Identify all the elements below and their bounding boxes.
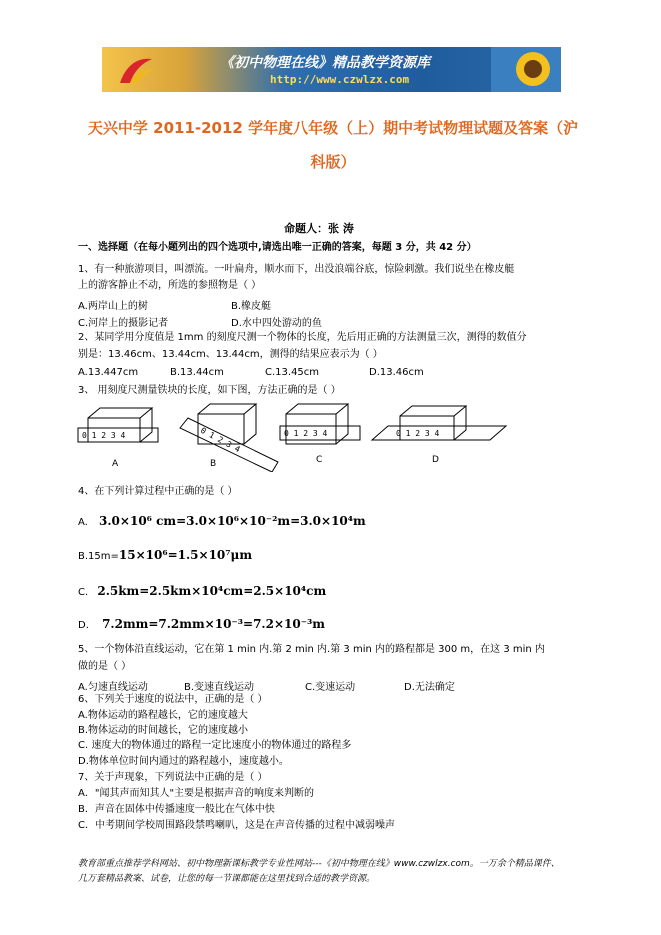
q2-stem-line1: 2、某同学用分度值是 1mm 的刻度尺测一个物体的长度，先后用正确的方法测量三次，测得的数值分: [78, 332, 527, 343]
q1-option-a: A.两岸山上的树: [78, 301, 148, 312]
q5-option-a: A.匀速直线运动: [78, 682, 148, 693]
banner-title: 《初中物理在线》精品教学资源库: [220, 55, 430, 71]
doc-title-line2: 科版）: [310, 153, 356, 171]
q4-option-d: [78, 617, 325, 631]
q4-option-a-formula: 3.0×10⁶ cm=3.0×10⁶×10⁻²m=3.0×10⁴m: [99, 514, 366, 528]
q4-option-d-prefix: D.: [78, 620, 89, 631]
q1-option-d: D.水中四处游动的鱼: [231, 318, 322, 329]
q6-option-b: B.物体运动的时间越长，它的速度越小: [78, 725, 249, 736]
ruler-diagram: [76, 400, 516, 472]
q1-stem-line1: 1、有一种旅游项目，叫漂流。一叶扁舟，顺水而下，出没浪端谷底，惊险刺激。我们说坐在橡皮艇: [78, 264, 515, 275]
svg-text:0 1 2 3 4: 0 1 2 3 4: [284, 429, 328, 438]
footer-line1: 教育部重点推荐学科网站、初中物理新课标教学专业性网站---《初中物理在线》www.czwlzx.com。一万余个精品课件、: [78, 859, 560, 869]
q2-option-c: C.13.45cm: [265, 367, 320, 378]
q2-option-b: B.13.44cm: [170, 367, 224, 378]
site-logo-icon: [116, 55, 156, 87]
banner-url[interactable]: http://www.czwlzx.com: [270, 73, 410, 86]
q1-option-b: B.橡皮艇: [231, 301, 272, 312]
q5-option-b: B.变速直线运动: [184, 682, 255, 693]
q6-stem: 6、下列关于速度的说法中，正确的是（ ）: [78, 694, 268, 705]
diagram-label-c: C: [316, 455, 323, 465]
q4-option-a: [78, 514, 366, 528]
q2-stem-line2: 别是：13.46cm、13.44cm、13.44cm，测得的结果应表示为（ ）: [78, 349, 383, 360]
q7-option-b: B．声音在固体中传播速度一般比在气体中快: [78, 804, 275, 815]
diagram-b: [180, 404, 278, 472]
q2-option-d: D.13.46cm: [369, 367, 424, 378]
q5-option-d: D.无法确定: [404, 682, 455, 693]
q4-option-c: [78, 584, 326, 598]
site-banner: [102, 47, 561, 92]
q4-option-b-formula: 15×10⁶=1.5×10⁷μm: [118, 548, 253, 562]
q2-option-a: A.13.447cm: [78, 367, 139, 378]
diagram-label-b: B: [210, 459, 217, 469]
q4-option-d-formula: 7.2mm=7.2mm×10⁻³=7.2×10⁻³m: [102, 617, 325, 631]
sunflower-icon: [491, 47, 561, 92]
diagram-c: [280, 404, 360, 444]
q6-option-d: D.物体单位时间内通过的路程越小，速度越小。: [78, 756, 289, 767]
q5-stem-line2: 做的是（ ）: [78, 661, 132, 672]
q5-option-c: C.变速运动: [305, 682, 356, 693]
q6-option-a: A.物体运动的路程越长，它的速度越大: [78, 710, 248, 721]
q4-option-a-prefix: A.: [78, 517, 88, 528]
q6-option-c: C. 速度大的物体通过的路程一定比速度小的物体通过的路程多: [78, 740, 352, 751]
q4-option-c-prefix: C.: [78, 587, 89, 598]
q3-stem: 3、 用刻度尺测量铁块的长度，如下图，方法正确的是（ ）: [78, 385, 341, 396]
q1-option-c: C.河岸上的摄影记者: [78, 318, 169, 329]
svg-text:0 1 2 3 4: 0 1 2 3 4: [82, 431, 126, 440]
svg-text:0 1 2 3 4: 0 1 2 3 4: [396, 429, 440, 438]
section-heading: 一、选择题（在每小题列出的四个选项中,请选出唯一正确的答案，每题 3 分，共 42 分）: [78, 242, 477, 253]
doc-title-line1: 天兴中学 2011-2012 学年度八年级（上）期中考试物理试题及答案（沪: [87, 119, 579, 137]
svg-text:0 1 2 3 4: 0 1 2 3 4: [199, 425, 242, 455]
q4-option-b: [78, 548, 252, 562]
q4-stem: 4、在下列计算过程中正确的是（ ）: [78, 486, 238, 497]
q7-stem: 7、关于声现象，下列说法中正确的是（ ）: [78, 772, 268, 783]
q1-stem-line2: 上的游客静止不动，所选的参照物是（ ）: [78, 280, 262, 291]
q4-option-c-formula: 2.5km=2.5km×10⁴cm=2.5×10⁴cm: [97, 584, 327, 598]
diagram-label-a: A: [112, 459, 119, 469]
footer-line2: 几万套精品教案、试卷，让您的每一节课都能在这里找到合适的教学资源。: [78, 874, 376, 884]
q4-option-b-prefix: B.15m=: [78, 551, 119, 562]
q7-option-c: C．中考期间学校周围路段禁鸣喇叭，这是在声音传播的过程中减弱噪声: [78, 820, 395, 831]
author-line: 命题人：张 涛: [284, 222, 354, 235]
diagram-label-d: D: [432, 455, 439, 465]
q7-option-a: A．"闻其声而知其人"主要是根据声音的响度来判断的: [78, 788, 315, 799]
q5-stem-line1: 5、一个物体沿直线运动，它在第 1 min 内.第 2 min 内.第 3 min 内的路程都是 300 m，在这 3 min 内: [78, 644, 545, 655]
